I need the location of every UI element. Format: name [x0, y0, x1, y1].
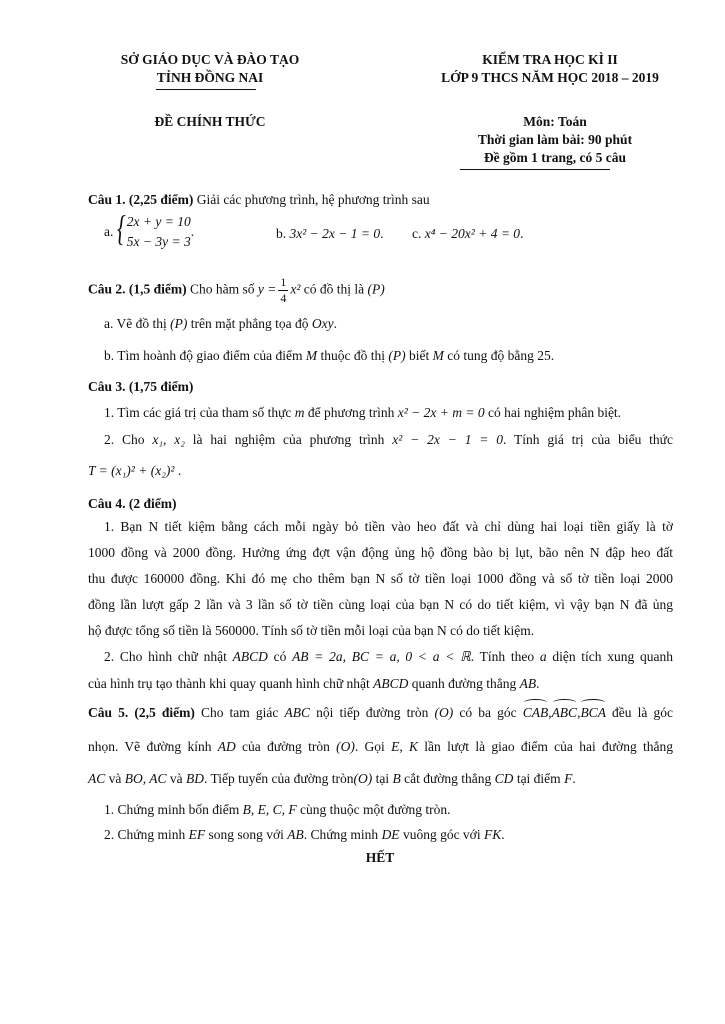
- q1-a-label: a.: [104, 224, 114, 239]
- q2-frac-den: 4: [280, 291, 287, 305]
- q5-l1-text4: đều là góc: [605, 705, 673, 720]
- q4-p1-line2: 1000 đồng và 2000 đồng. Hưởng ứng đợt vận động ủng hộ đồng bào bị lụt, bão nên N đập heo đất: [88, 545, 673, 560]
- q4-p2-text2: có: [267, 649, 293, 664]
- q3-p2-text1: 2. Cho: [104, 432, 153, 447]
- q2-func-lhs: y =: [257, 281, 277, 297]
- exam-title: KIỂM TRA HỌC KÌ II: [482, 52, 618, 67]
- q4-part-2: [104, 648, 673, 666]
- q4-p1-line1: 1. Bạn N tiết kiệm bằng cách mỗi ngày bỏ tiền vào heo đất và chỉ dùng hai loại tiền giấy là tờ: [104, 519, 673, 534]
- q5-l1-text1: Cho tam giác: [194, 705, 285, 720]
- q5-l1-abc: ABC: [284, 705, 311, 720]
- q5-l3-text3: . Tiếp tuyến của đường tròn: [204, 771, 354, 786]
- q4-p2-ab: AB: [519, 676, 537, 691]
- q2-fraction: [278, 275, 288, 306]
- q3-p1-text3: có hai nghiệm phân biệt.: [484, 405, 622, 420]
- q1-a-system: [116, 208, 191, 252]
- q5-angle-abc: ABC: [551, 705, 578, 720]
- q4-p2-text3: . Tính theo: [470, 649, 540, 664]
- q3-p2-expression: T = (x₁)² + (x₂)² .: [88, 463, 182, 478]
- q3-p1-m: m: [294, 405, 305, 420]
- exam-grade-year: LỚP 9 THCS NĂM HỌC 2018 – 2019: [441, 70, 659, 85]
- q3-p1-equation: x² − 2x + m = 0: [397, 405, 485, 420]
- q5-l3-text6: tại điểm: [513, 771, 565, 786]
- subject-label: Môn: Toán: [523, 114, 587, 129]
- q1-b-equation: 3x² − 2x − 1 = 0: [289, 226, 381, 241]
- q5-line3: [88, 770, 673, 788]
- q1-label: Câu 1. (2,25 điểm): [88, 192, 194, 207]
- q3-p2-expr: T = (x₁)² + (x₂)²: [88, 463, 175, 478]
- q5-l2-ek: E, K: [391, 739, 418, 754]
- q5-l3-text4: tại: [372, 771, 393, 786]
- q2-text1: Cho hàm số: [186, 281, 258, 297]
- q2-part-b: [104, 347, 689, 365]
- q5-l3-text1: và: [105, 771, 125, 786]
- q5-angle-cab: CAB: [522, 705, 549, 720]
- q2-b-point2: M: [432, 348, 444, 363]
- header-left-rule: [156, 89, 256, 90]
- q2-label: Câu 2. (1,5 điểm): [88, 281, 187, 297]
- q2-frac-num: 1: [280, 275, 287, 289]
- q2-a-graph: (P): [170, 316, 188, 331]
- q2-b-text1: b. Tìm hoành độ giao điểm của điểm: [104, 348, 306, 363]
- q5-l2-ad: AD: [217, 739, 236, 754]
- q4-p2-line2a: của hình trụ tạo thành khi quay quanh hình chữ nhật: [88, 676, 374, 691]
- q2-b-text3: biết: [405, 348, 433, 363]
- q2-graph-name: (P): [367, 281, 385, 297]
- q5-l3-circle: (O): [353, 771, 373, 786]
- q3-p1-text1: 1. Tìm các giá trị của tham số thực: [104, 405, 295, 420]
- q5-p2-text4: vuông góc với: [399, 827, 484, 842]
- pages-label: Đề gồm 1 trang, có 5 câu: [483, 150, 627, 165]
- q5-line2: [88, 738, 673, 756]
- q1-part-c: c. x⁴ − 20x² + 4 = 0.: [412, 226, 524, 241]
- q1-heading: [88, 191, 673, 209]
- q3-p2-text3: . Tính giá trị của biểu thức: [503, 432, 673, 447]
- q1-c-label: c.: [412, 226, 422, 241]
- q1-part-b: b. 3x² − 2x − 1 = 0.: [276, 226, 384, 241]
- q5-p1-text1: 1. Chứng minh bốn điểm: [104, 802, 243, 817]
- q5-l2-text4: lần lượt là giao điểm của hai đường thẳng: [418, 739, 673, 754]
- q5-p2-text3: . Chứng minh: [303, 827, 382, 842]
- q5-l2-text2: của đường tròn: [235, 739, 337, 754]
- q2-part-a: a. Vẽ đồ thị (P) trên mặt phẳng tọa độ Oxy.: [104, 316, 337, 331]
- q5-l3-ac: AC: [88, 771, 106, 786]
- q1-text: Giải các phương trình, hệ phương trình sau: [193, 192, 430, 207]
- q5-p1-text2: cùng thuộc một đường tròn.: [296, 802, 451, 817]
- q4-p2-text1: 2. Cho hình chữ nhật: [104, 649, 233, 664]
- q4-p2-a: a: [539, 649, 547, 664]
- q4-p2-line2: [88, 675, 673, 693]
- q5-part-2: [104, 826, 689, 844]
- q5-l3-text2: và: [166, 771, 187, 786]
- q2-b-graph: (P): [388, 348, 406, 363]
- q2-text2: có đồ thị là: [300, 281, 368, 297]
- q2-func-rhs: x²: [290, 281, 301, 297]
- q5-line1: Câu 5. (2,5 điểm) Cho tam giác ABC nội tiếp đường tròn (O) có ba góc CAB,ABC,BCA đều là góc: [88, 705, 673, 720]
- q4-p1-line3: thu được 160000 đồng. Khi đó mẹ cho thêm bạn N số tờ tiền loại 1000 đồng và số tờ tiền loại 2000: [88, 571, 673, 586]
- q5-l1-circle: (O): [434, 705, 454, 720]
- q1-part-a: a. { 2x + y = 10 5x − 3y = 3 .: [104, 212, 194, 256]
- q5-p2-de: DE: [381, 827, 400, 842]
- q5-l2-circle: (O): [336, 739, 355, 754]
- q5-l3-bd: BD: [186, 771, 205, 786]
- q3-p2-roots: x₁, x₂: [152, 432, 185, 447]
- q5-l3-cd: CD: [494, 771, 514, 786]
- time-label: Thời gian làm bài: 90 phút: [477, 132, 633, 147]
- q3-heading: Câu 3. (1,75 điểm): [88, 379, 194, 394]
- q1-a-eq1: 2x + y = 10: [126, 214, 191, 229]
- q3-p2-equation: x² − 2x − 1 = 0: [392, 432, 503, 447]
- q5-l3-bo: BO, AC: [124, 771, 167, 786]
- q5-l2-text3: . Gọi: [354, 739, 392, 754]
- q2-a-plane: Oxy: [311, 316, 334, 331]
- q5-part-1: [104, 801, 689, 819]
- q5-p2-ef: EF: [188, 827, 206, 842]
- q5-p1-points: B, E, C, F: [242, 802, 297, 817]
- q1-c-equation: x⁴ − 20x² + 4 = 0: [424, 226, 521, 241]
- q4-p2-line2c: .: [536, 676, 540, 691]
- q2-a-text2: trên mặt phẳng tọa độ: [187, 316, 312, 331]
- q4-p2-text4: diện tích xung quanh: [546, 649, 674, 664]
- q2-b-point: M: [305, 348, 318, 363]
- q5-l1-text3: có ba góc: [453, 705, 523, 720]
- q2-b-text4: có tung độ bằng 25.: [443, 348, 555, 363]
- q5-l3-b: B: [392, 771, 401, 786]
- province-name: TỈNH ĐỒNG NAI: [156, 70, 264, 85]
- q4-p1-line4: đồng lần lượt gấp 2 lần và 3 lần số tờ tiền cùng loại của bạn N có do tiết kiệm, vì vậy bạn N đã ủng: [88, 597, 673, 612]
- q5-p2-ab: AB: [287, 827, 304, 842]
- brace-icon: {: [116, 208, 126, 248]
- q3-part-1: [104, 404, 689, 422]
- q3-part-2: [104, 431, 673, 449]
- q4-p2-condition: AB = 2a, BC = a, 0 < a < ℝ: [292, 649, 471, 664]
- q5-label: Câu 5. (2,5 điểm): [88, 705, 195, 720]
- q3-p2-text2: là hai nghiệm của phương trình: [192, 432, 393, 447]
- q2-a-text1: a. Vẽ đồ thị: [104, 316, 171, 331]
- q4-p2-line2b: quanh đường thẳng: [408, 676, 520, 691]
- q4-heading: Câu 4. (2 điểm): [88, 496, 177, 511]
- q5-p2-text5: .: [501, 827, 505, 842]
- q2-b-text2: thuộc đồ thị: [317, 348, 389, 363]
- q2-heading: [88, 275, 673, 306]
- official-label: ĐỀ CHÍNH THỨC: [154, 114, 266, 129]
- q1-b-label: b.: [276, 226, 287, 241]
- q5-l3-f: F: [564, 771, 573, 786]
- q5-p2-fk: FK: [483, 827, 502, 842]
- q5-l3-text5: cắt đường thẳng: [400, 771, 495, 786]
- q5-l3-text7: .: [572, 771, 576, 786]
- q4-p2-rect: ABCD: [232, 649, 268, 664]
- q5-l1-text2: nội tiếp đường tròn: [310, 705, 435, 720]
- end-label: HẾT: [365, 850, 395, 865]
- q5-angle-bca: BCA: [580, 705, 606, 720]
- q4-p1-line5: hộ được tổng số tiền là 560000. Tính số tờ tiền mỗi loại của bạn N có do tiết kiệm.: [88, 623, 535, 638]
- header-right-rule: [460, 169, 610, 170]
- q5-p2-text2: song song với: [205, 827, 288, 842]
- q5-l2-text1: nhọn. Vẽ đường kính: [88, 739, 218, 754]
- q4-p2-rect2: ABCD: [373, 676, 409, 691]
- department-name: SỞ GIÁO DỤC VÀ ĐÀO TẠO: [120, 52, 300, 67]
- q1-a-eq2: 5x − 3y = 3: [126, 234, 191, 249]
- q5-p2-text1: 2. Chứng minh: [104, 827, 189, 842]
- q3-p1-text2: để phương trình: [304, 405, 398, 420]
